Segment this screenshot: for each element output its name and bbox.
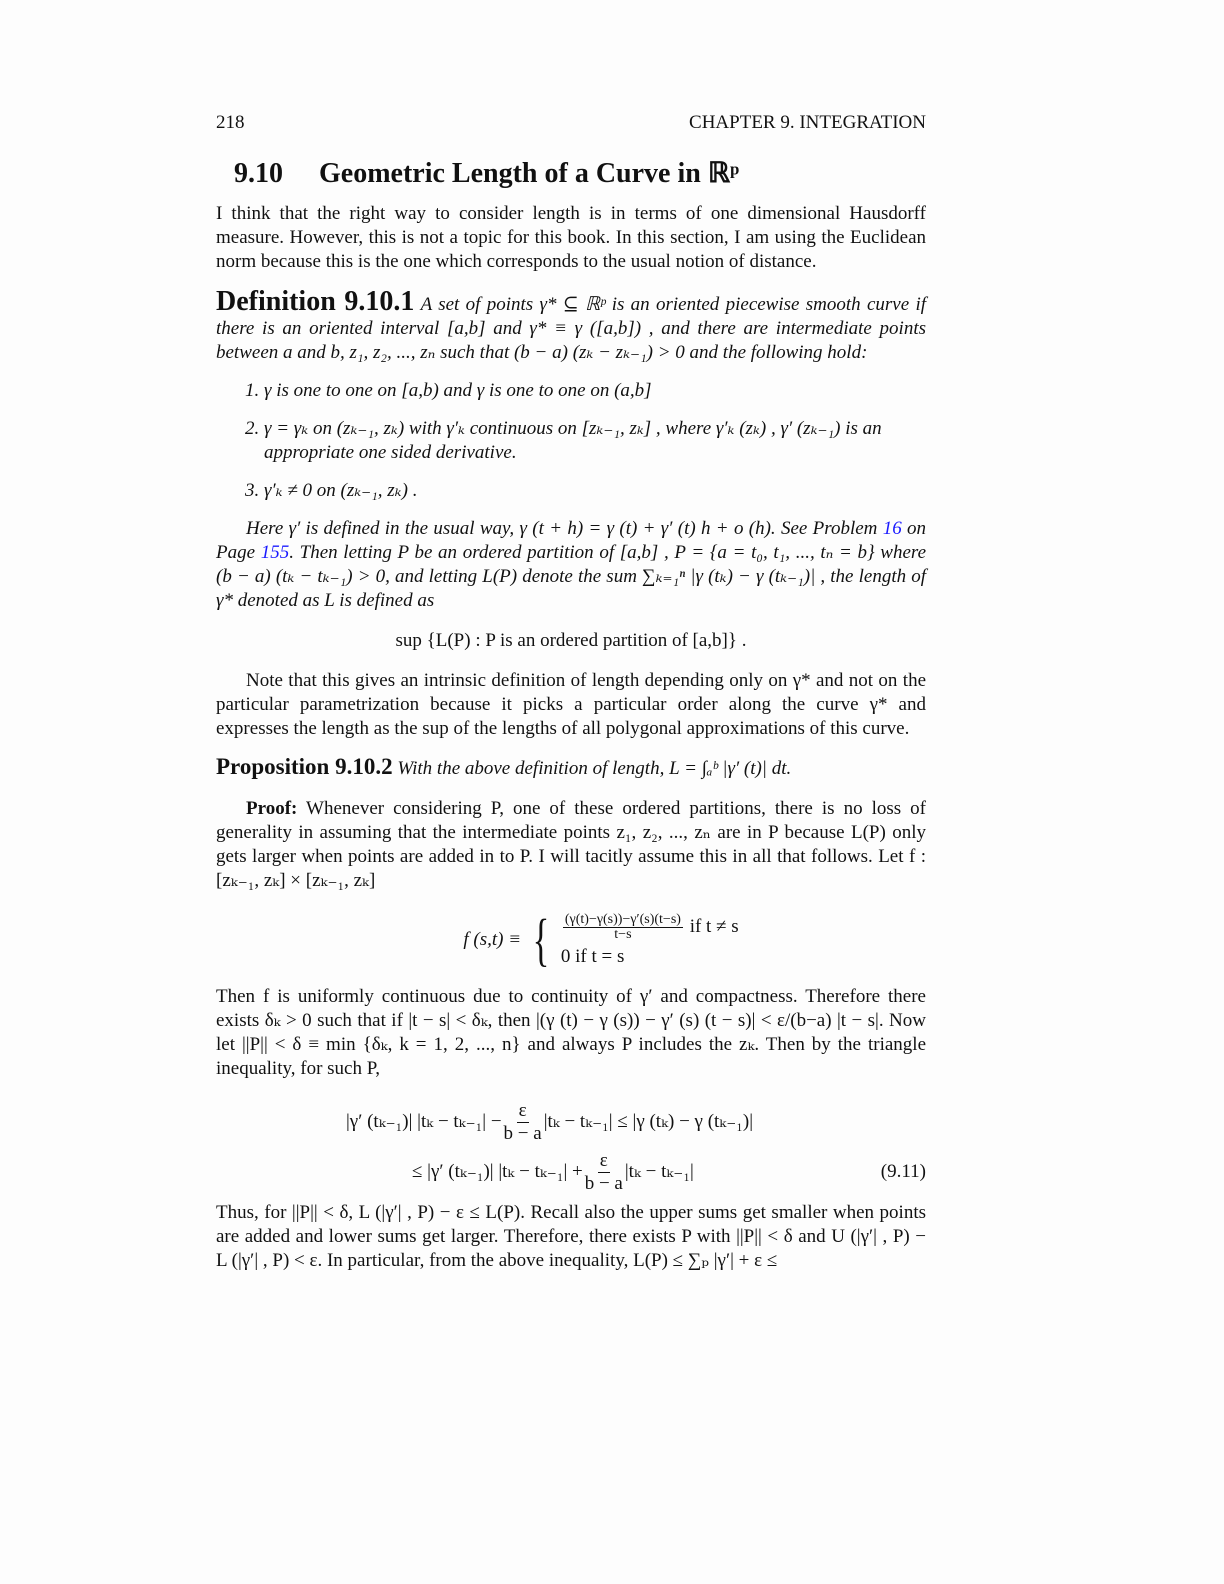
running-header [216, 112, 926, 136]
section-number: 9.10 [234, 158, 283, 189]
proposition-text: With the above definition of length, L = ∫ₐᵇ |γ′ (t)| dt. [397, 758, 792, 779]
definition-label: Definition 9.10.1 [216, 286, 415, 317]
condition-item: 1. γ is one to one on [a,b) and γ is one to one on (a,b] [264, 379, 926, 403]
inequality-line1-right: |tₖ − tₖ₋₁| ≤ |γ (tₖ) − γ (tₖ₋₁)| [543, 1111, 754, 1132]
equation-number: (9.11) [880, 1161, 926, 1182]
condition-item: 3. γ′ₖ ≠ 0 on (zₖ₋₁, zₖ) . [264, 479, 926, 503]
equation-lhs: f (s,t) ≡ [463, 929, 522, 950]
inequality-display [216, 1097, 926, 1197]
inequality-line2-left: ≤ |γ′ (tₖ₋₁)| |tₖ − tₖ₋₁| + [412, 1161, 583, 1182]
followup-text: . Then letting P be an ordered partition of [a,b] , P = {a = t₀, t₁, ..., tₙ = b} where (b − a) (tₖ − tₖ₋₁) > 0, and letting L(P) denote the sum ∑ₖ₌₁ⁿ |γ (tₖ) − γ (tₖ₋₁)| , the length of γ* denoted as L is defined as [216, 542, 926, 611]
definition-followup [216, 517, 926, 613]
note-paragraph: Note that this gives an intrinsic definition of length depending only on γ* and not on the particular parametrization because it picks a particular order along the curve γ* and expresses the length as the sup of the lengths of all polygonal approximations of this curve. [216, 670, 926, 739]
chapter-title: CHAPTER 9. INTEGRATION [689, 112, 926, 133]
epsilon: ε [518, 1099, 527, 1121]
followup-text: on Page [216, 518, 926, 563]
b-minus-a: b − a [584, 1172, 623, 1194]
section-title: Geometric Length of a Curve in ℝᵖ [319, 158, 740, 189]
definition-block [216, 286, 927, 653]
proof-label: Proof: [246, 798, 298, 819]
condition-item: 2. γ = γₖ on (zₖ₋₁, zₖ) with γ′ₖ continuous on [zₖ₋₁, zₖ] , where γ′ₖ (zₖ) , γ′ (zₖ₋₁) is an appropriate one sided derivative. [264, 417, 926, 465]
sup-equation: sup {L(P) : P is an ordered partition of [a,b]} . [395, 630, 747, 651]
followup-text: Here γ′ is defined in the usual way, γ (t + h) = γ (t) + γ′ (t) h + o (h). See Problem [246, 518, 883, 539]
piecewise-equation [276, 905, 926, 975]
continuity-paragraph: Then f is uniformly continuous due to continuity of γ′ and compactness. Therefore there exists δₖ > 0 such that if |t − s| < δₖ, then |(γ (t) − γ (s)) − γ′ (s) (t − s)| < ε/(b−a) |t − s|. Now let ||P|| < δ ≡ min {δₖ, k = 1, 2, ..., n} and always P includes the zₖ. Then by the triangle inequality, for such P, [216, 986, 926, 1079]
case-condition: if t ≠ s [689, 915, 739, 937]
case-row: 0 if t = s [560, 945, 625, 967]
left-brace: { [532, 907, 550, 972]
epsilon: ε [599, 1149, 608, 1171]
section-heading [234, 156, 926, 192]
proof-paragraph [216, 797, 926, 893]
case-numerator: (γ(t)−γ(s))−γ′(s)(t−s) [564, 911, 681, 927]
page-number: 218 [216, 112, 245, 133]
case-denominator: t−s [614, 926, 632, 942]
proof-text: Whenever considering P, one of these ordered partitions, there is no loss of generality in assuming that the intermediate points z₁, z₂, ..., zₙ are in P because L(P) only gets larger when points are added in to P. I will tacitly assume this in all that follows. Let f : [zₖ₋₁, zₖ] × [zₖ₋₁, zₖ] [216, 798, 926, 891]
intro-paragraph: I think that the right way to consider length is in terms of one dimensional Hausdorff measure. However, this is not a topic for this book. In this section, I am using the Euclidean norm because this is the one which corresponds to the usual notion of distance. [216, 203, 926, 272]
case-row [561, 913, 739, 942]
proposition-label: Proposition 9.10.2 [216, 754, 393, 779]
page-link[interactable]: 155 [260, 542, 290, 563]
inequality-line2-right: |tₖ − tₖ₋₁| [624, 1161, 694, 1182]
definition-conditions [216, 379, 926, 503]
b-minus-a: b − a [503, 1122, 542, 1144]
closing-paragraph: Thus, for ||P|| < δ, L (|γ′| , P) − ε ≤ L(P). Recall also the upper sums get smaller when points are added and lower sums get larger. Therefore, there exists P with ||P|| < δ and U (|γ′| , P) − L (|γ′| , P) < ε. In particular, from the above inequality, L(P) ≤ ∑ₚ |γ′| + ε ≤ [216, 1202, 926, 1271]
page [216, 112, 926, 1273]
proposition-block [216, 755, 926, 781]
inequality-line1-left: |γ′ (tₖ₋₁)| |tₖ − tₖ₋₁| − [346, 1111, 502, 1132]
problem-link[interactable]: 16 [882, 518, 902, 539]
definition-text: A set of points γ* ⊆ ℝᵖ is an oriented piecewise smooth curve if there is an oriented interval [a,b] and γ* ≡ γ ([a,b]) , and there are intermediate points between a and b, z₁, z₂, ..., zₙ such that (b − a) (zₖ − zₖ₋₁) > 0 and the following hold: [216, 294, 927, 363]
